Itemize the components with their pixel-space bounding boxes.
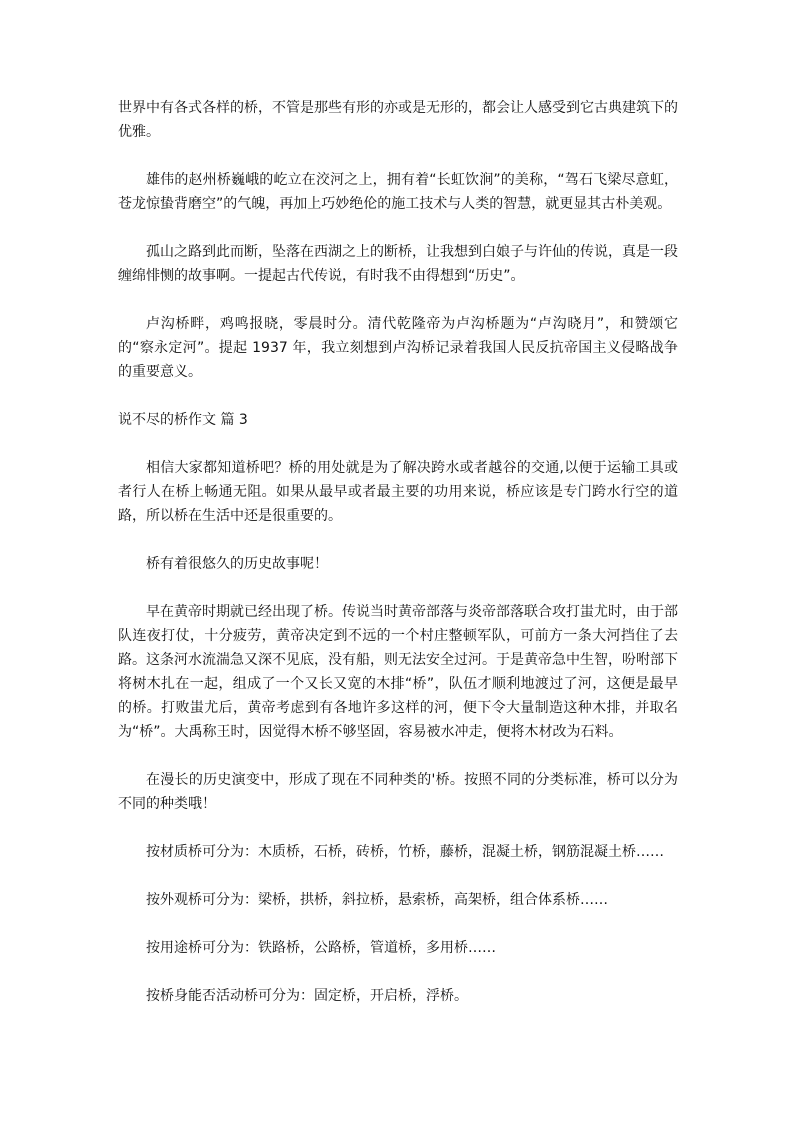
paragraph-history-intro: 桥有着很悠久的历史故事呢！ <box>146 556 328 572</box>
paragraph-lugou-bridge: 卢沟桥畔，鸡鸣报晓，零晨时分。清代乾隆帝为卢沟桥题为“卢沟晓月”，和赞颂它的“察永定河”。提起 1937 年，我立刻想到卢沟桥记录着我国人民反抗帝国主义侵略战争的重要意义。 <box>118 316 678 380</box>
paragraph-gap <box>118 816 678 840</box>
paragraph-gap <box>118 216 678 240</box>
document-body <box>118 96 678 1008</box>
paragraph-gap <box>118 144 678 168</box>
paragraph-bridge-types-intro: 在漫长的历史演变中，形成了现在不同种类的'桥。按照不同的分类标准，桥可以分为不同的种类哦！ <box>118 772 678 812</box>
paragraph-huangdi-story: 早在黄帝时期就已经出现了桥。传说当时黄帝部落与炎帝部落联合攻打蚩尤时，由于部队连夜打仗，十分疲劳，黄帝决定到不远的一个村庄整顿军队，可前方一条大河挡住了去路。这条河水流湍急又深不见底，没有船，则无法安全过河。于是黄帝急中生智，吩咐部下将树木扎在一起，组成了一个又长又宽的木排“桥”，队伍才顺利地渡过了河，这便是最早的桥。打败蚩尤后，黄帝考虑到有各地许多这样的河，便下令大量制造这种木排，并取名为“桥”。大禹称王时，因觉得木桥不够坚固，容易被水冲走，便将木材改为石料。 <box>118 604 678 740</box>
paragraph-gap <box>118 432 678 456</box>
paragraph-gap <box>118 528 678 552</box>
paragraph-gap <box>118 744 678 768</box>
paragraph-intro: 世界中有各式各样的桥，不管是那些有形的亦或是无形的，都会让人感受到它古典建筑下的优雅。 <box>118 100 678 140</box>
paragraph-gap <box>118 864 678 888</box>
paragraph-gap <box>118 384 678 408</box>
paragraph-gap <box>118 576 678 600</box>
paragraph-gap <box>118 960 678 984</box>
paragraph-types-by-movability: 按桥身能否活动桥可分为：固定桥，开启桥，浮桥。 <box>146 988 468 1004</box>
paragraph-types-by-material: 按材质桥可分为：木质桥，石桥，砖桥，竹桥，藤桥，混凝土桥，钢筋混凝土桥…… <box>146 844 664 860</box>
paragraph-bridge-purpose: 相信大家都知道桥吧？桥的用处就是为了解决跨水或者越谷的交通,以便于运输工具或者行人在桥上畅通无阻。如果从最早或者最主要的功用来说，桥应该是专门跨水行空的道路，所以桥在生活中还是很重要的。 <box>118 460 678 524</box>
paragraph-broken-bridge: 孤山之路到此而断，坠落在西湖之上的断桥，让我想到白娘子与许仙的传说，真是一段缠绵悱恻的故事啊。一提起古代传说，有时我不由得想到“历史”。 <box>118 244 678 284</box>
paragraph-zhaozhou-bridge: 雄伟的赵州桥巍峨的屹立在洨河之上，拥有着“长虹饮涧”的美称，“驾石飞梁尽意虹，苍龙惊蛰背磨空”的气魄，再加上巧妙绝伦的施工技术与人类的智慧，就更显其古朴美观。 <box>118 172 678 212</box>
paragraph-gap <box>118 912 678 936</box>
paragraph-types-by-appearance: 按外观桥可分为：梁桥，拱桥，斜拉桥，悬索桥，高架桥，组合体系桥…… <box>146 892 608 908</box>
paragraph-gap <box>118 288 678 312</box>
section-title: 说不尽的桥作文 篇 3 <box>118 412 248 428</box>
paragraph-types-by-use: 按用途桥可分为：铁路桥，公路桥，管道桥，多用桥…… <box>146 940 496 956</box>
